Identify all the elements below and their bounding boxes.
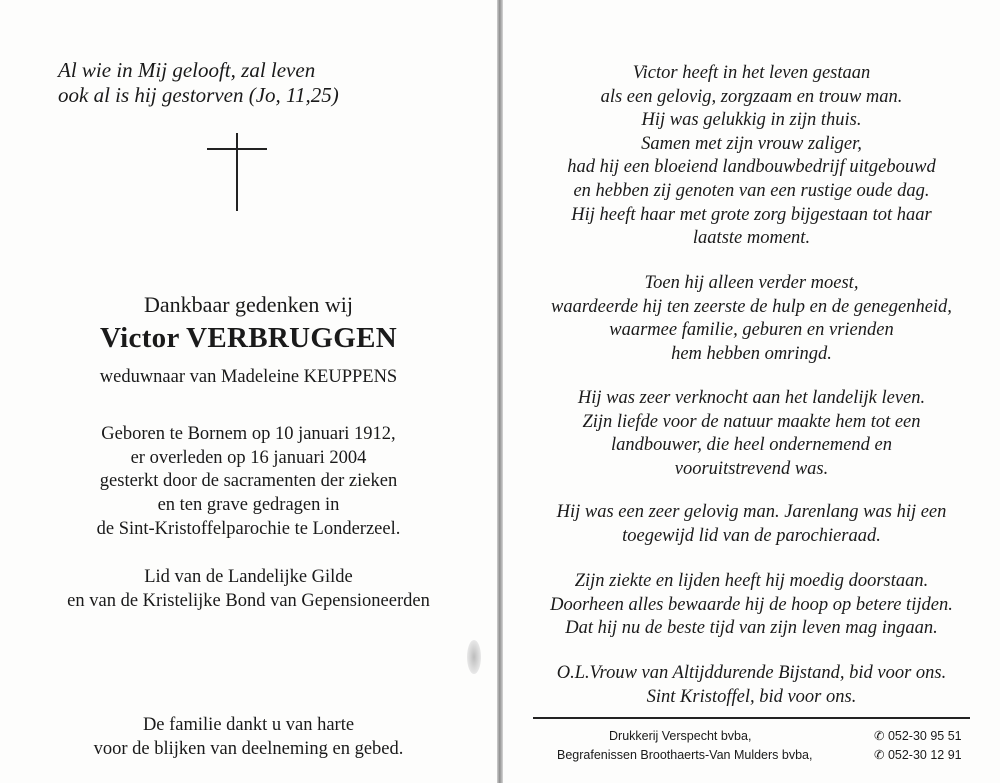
poem-line: Victor heeft in het leven gestaan xyxy=(632,63,871,83)
membership-line: Lid van de Landelijke Gilde xyxy=(144,567,353,587)
poem-stanza-2 xyxy=(503,272,1000,366)
poem-stanza-1 xyxy=(503,62,1000,251)
poem-line: vooruitstrevend was. xyxy=(674,458,829,479)
printer-row xyxy=(503,746,1000,765)
poem-line: en hebben zij genoten van een rustige oude dag. xyxy=(573,180,930,201)
cross-vertical-bar xyxy=(236,133,238,211)
printer-row xyxy=(503,727,1000,746)
bio-line: Geboren te Bornem op 10 januari 1912, xyxy=(101,424,396,444)
bio-line: gesterkt door de sacramenten der zieken xyxy=(99,471,398,492)
printer-credits xyxy=(503,727,1000,765)
printer-phone: ✆ 052-30 12 91 xyxy=(874,748,962,762)
poem-line: Hij was zeer verknocht aan het landelijk leven. xyxy=(577,388,926,408)
poem-line: landbouwer, die heel ondernemend en xyxy=(610,435,893,456)
poem-line: toegewijd lid van de parochieraad. xyxy=(622,525,881,546)
poem-line: Zijn liefde voor de natuur maakte hem tot een xyxy=(582,411,921,432)
deceased-name: Victor VERBRUGGEN xyxy=(100,322,397,354)
divider xyxy=(533,717,970,719)
membership xyxy=(0,566,497,613)
printer-name: Begrafenissen Broothaerts-Van Mulders bvba, xyxy=(557,748,813,762)
poem-line: Toen hij alleen verder moest, xyxy=(644,273,859,293)
intro-text: Dankbaar gedenken wij xyxy=(144,292,353,317)
poem-line: had hij een bloeiend landbouwbedrijf uitgebouwd xyxy=(567,157,936,178)
prayer-line: O.L.Vrouw van Altijddurende Bijstand, bid voor ons. xyxy=(556,663,947,683)
poem-stanza-4 xyxy=(503,501,1000,548)
family-thanks xyxy=(0,714,497,761)
left-panel xyxy=(0,0,497,783)
poem-line: waarmee familie, geburen en vrienden xyxy=(609,320,894,341)
poem-line: Dat hij nu de beste tijd van zijn leven mag ingaan. xyxy=(565,618,938,639)
printer-phone: ✆ 052-30 95 51 xyxy=(874,729,962,743)
poem-line: hem hebben omringd. xyxy=(671,343,832,364)
scripture-line: Al wie in Mij gelooft, zal leven xyxy=(58,58,316,82)
prayer xyxy=(503,662,1000,709)
cross-icon xyxy=(207,133,267,211)
bio-line: en ten grave gedragen in xyxy=(157,495,340,516)
bio-line: er overleden op 16 januari 2004 xyxy=(130,447,367,468)
poem-line: Hij heeft haar met grote zorg bijgestaan tot haar xyxy=(571,204,932,225)
poem-line: Hij was een zeer gelovig man. Jarenlang was hij een xyxy=(556,502,947,522)
thanks-line: De familie dankt u van harte xyxy=(142,715,355,735)
widower-text: weduwnaar van Madeleine KEUPPENS xyxy=(99,367,398,387)
printer-name: Drukkerij Verspecht bvba, xyxy=(609,729,752,743)
poem-line: waardeerde hij ten zeerste de hulp en de genegenheid, xyxy=(551,296,952,317)
poem-line: Doorheen alles bewaarde hij de hoop op betere tijden. xyxy=(550,594,953,615)
paper-stain xyxy=(467,640,481,674)
thanks-line: voor de blijken van deelneming en gebed. xyxy=(93,738,404,759)
poem-line: als een gelovig, zorgzaam en trouw man. xyxy=(600,86,903,107)
scripture-quote xyxy=(58,58,339,108)
poem-line: laatste moment. xyxy=(692,228,811,249)
biography xyxy=(0,423,497,542)
bio-line: de Sint-Kristoffelparochie te Londerzeel. xyxy=(96,518,401,539)
poem-stanza-3 xyxy=(503,387,1000,481)
poem-line: Hij was gelukkig in zijn thuis. xyxy=(641,110,862,131)
poem-stanza-5 xyxy=(503,570,1000,641)
scripture-line: ook al is hij gestorven (Jo, 11,25) xyxy=(58,83,339,107)
membership-line: en van de Kristelijke Bond van Gepensioneerden xyxy=(67,590,430,611)
prayer-line: Sint Kristoffel, bid voor ons. xyxy=(646,686,857,707)
right-panel xyxy=(503,0,1000,783)
poem-line: Zijn ziekte en lijden heeft hij moedig doorstaan. xyxy=(574,571,929,591)
cross-horizontal-bar xyxy=(207,148,267,150)
poem-line: Samen met zijn vrouw zaliger, xyxy=(641,133,862,154)
